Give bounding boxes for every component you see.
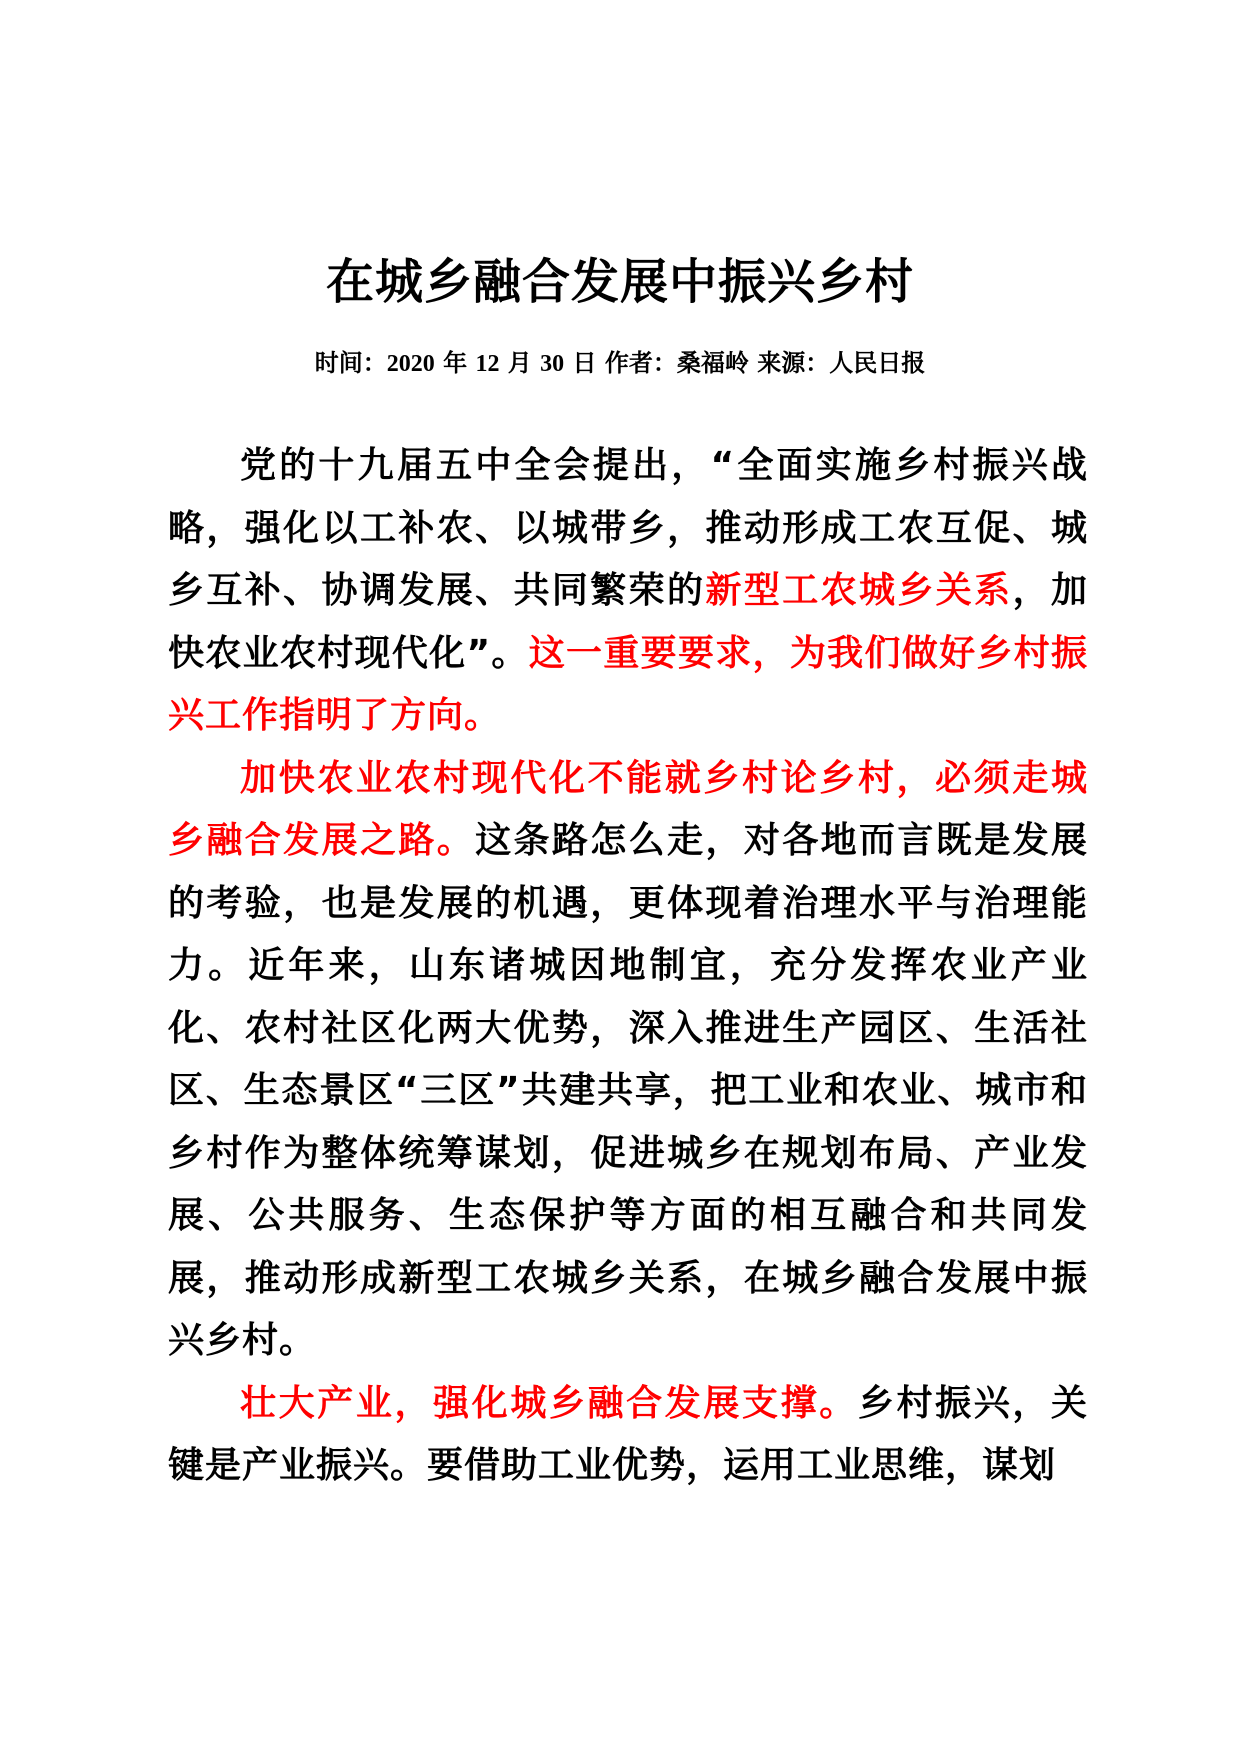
date-year: 2020 bbox=[386, 351, 435, 377]
month-char: 月 bbox=[499, 349, 541, 377]
paragraph-1-text-b: ，加快农业农村现代化”。 bbox=[168, 570, 1088, 674]
source-label: 来源： bbox=[748, 349, 830, 377]
paragraph-3-highlight: 壮大产业，强化城乡融合发展支撑。 bbox=[240, 1382, 858, 1424]
paragraph-2-text: 这条路怎么走，对各地而言既是发展的考验，也是发展的机遇，更体现着治理水平与治理能力。近年来，山东诸城因地制宜，充分发挥农业产业化、农村社区化两大优势，深入推进生产园区、生活社区、生态景区“三区”共建共享，把工业和农业、城市和乡村作为整体统筹谋划，促进城乡在规划布局、产业发展、公共服务、生态保护等方面的相互融合和共同发展，推动形成新型工农城乡关系，在城乡融合发展中振兴乡村。 bbox=[168, 820, 1088, 1361]
paragraph-3-text: 乡村振兴，关键是产业振兴。要借助工业优势，运用工业思维，谋划 bbox=[168, 1382, 1088, 1486]
source-name: 人民日报 bbox=[829, 349, 926, 377]
date-day: 30 bbox=[540, 351, 565, 377]
year-char: 年 bbox=[434, 349, 476, 377]
paragraph-2-highlight: 加快农业农村现代化不能就乡村论乡村，必须走城乡融合发展之路。 bbox=[168, 757, 1088, 861]
author-label: 作者： bbox=[604, 349, 677, 377]
paragraph-1-highlight-b: 这一重要要求，为我们做好乡村振兴工作指明了方向。 bbox=[168, 632, 1088, 736]
paragraph-1 bbox=[168, 435, 1088, 748]
day-char: 日 bbox=[564, 349, 605, 377]
paragraph-1-highlight-a: 新型工农城乡关系 bbox=[705, 570, 1013, 611]
article-meta bbox=[0, 345, 1240, 382]
date-month: 12 bbox=[475, 351, 500, 377]
paragraph-1-text-a: 党的十九届五中全会提出，“全面实施乡村振兴战略，强化以工补农、以城带乡，推动形成工农互促、城乡互补、协调发展、共同繁荣的 bbox=[168, 445, 1088, 611]
time-label: 时间： bbox=[314, 349, 387, 377]
author-name: 桑福岭 bbox=[676, 349, 749, 377]
paragraph-2 bbox=[168, 748, 1088, 1373]
paragraph-3 bbox=[168, 1373, 1088, 1498]
article-body bbox=[168, 435, 1088, 1498]
article-title: 在城乡融合发展中振兴乡村 bbox=[325, 254, 914, 310]
